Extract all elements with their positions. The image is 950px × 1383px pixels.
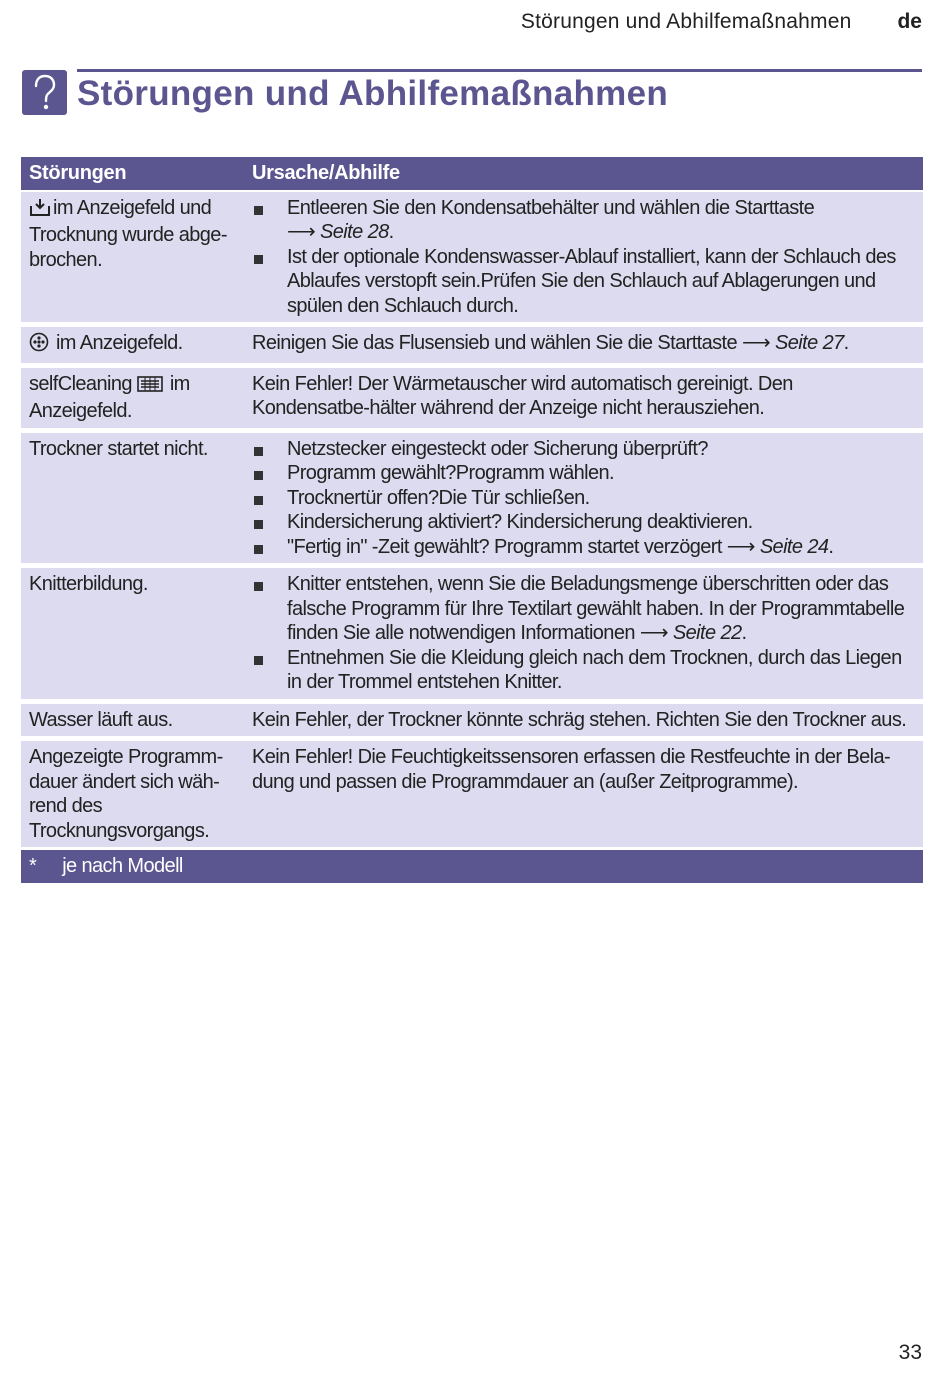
footnote-text: je nach Modell <box>62 855 183 877</box>
list-item: Entnehmen Sie die Kleidung gleich nach dem Trocknen, durch das Liegen in der Trommel entstehen Knitter. <box>252 646 915 695</box>
table-header-row <box>21 157 923 190</box>
remedy-cell: Kein Fehler! Die Feuchtigkeitssensoren erfassen die Restfeuchte in der Bela-dung und passen die Programmdauer an (außer Zeitprogramme). <box>252 746 891 793</box>
table-row <box>21 704 923 737</box>
list-item: Knitter entstehen, wenn Sie die Beladungsmenge überschritten oder das falsche Programm für Ihre Textilart gewählt haben. In der Programmtabelle finden Sie alle notwendigen Informationen ⟶ Seite 22. <box>252 572 915 646</box>
troubleshooting-table <box>21 157 923 883</box>
page-reference: Seite 28 <box>320 221 389 243</box>
list-item: Ist der optionale Kondenswasser-Ablauf installiert, kann der Schlauch des Ablaufes verstopft sein.Prüfen Sie den Schlauch auf Ablagerungen und spülen den Schlauch durch. <box>252 245 915 319</box>
column-header-remedy: Ursache/Abhilfe <box>252 162 400 184</box>
remedy-cell: Kein Fehler! Der Wärmetauscher wird automatisch gereinigt. Den Kondensatbe-hälter während der Anzeige nicht herausziehen. <box>252 372 793 419</box>
table-row <box>21 433 923 564</box>
page-reference: Seite 22 <box>672 622 742 644</box>
problem-cell: selfCleaning im Anzeigefeld. <box>29 372 190 422</box>
list-item: Entleeren Sie den Kondensatbehälter und wählen die Starttaste ⟶ Seite 28. <box>252 196 915 245</box>
question-mark-icon <box>22 70 67 115</box>
heat-exchanger-icon <box>137 375 163 400</box>
page-title: Störungen und Abhilfemaßnahmen <box>77 74 669 113</box>
running-header <box>0 8 922 36</box>
remedy-cell <box>244 568 923 699</box>
table-footnote-row <box>21 850 923 883</box>
remedy-cell: Reinigen Sie das Flusensieb und wählen Sie die Starttaste ⟶ Seite 27. <box>252 332 849 354</box>
footnote-marker: * <box>29 855 37 877</box>
running-title: Störungen und Abhilfemaßnahmen <box>520 10 852 33</box>
list-item: Trocknertür offen?Die Tür schließen. <box>252 486 915 511</box>
remedy-cell <box>244 192 923 323</box>
problem-cell: Angezeigte Programm-dauer ändert sich wäh-rend des Trocknungsvorgangs. <box>29 746 223 842</box>
column-header-problem: Störungen <box>29 162 127 184</box>
problem-cell: im Anzeigefeld. <box>21 327 244 363</box>
table-row <box>21 192 923 323</box>
list-item: "Fertig in" -Zeit gewählt? Programm startet verzögert ⟶ Seite 24. <box>252 535 915 560</box>
list-item: Programm gewählt?Programm wählen. <box>252 461 915 486</box>
problem-cell: Trockner startet nicht. <box>29 437 208 460</box>
problem-cell: Wasser läuft aus. <box>29 708 173 731</box>
table-row <box>21 368 923 428</box>
remedy-cell <box>244 433 923 564</box>
page-reference: Seite 27 <box>775 332 844 354</box>
condenser-container-icon <box>29 197 51 224</box>
page-reference: Seite 24 <box>759 535 829 558</box>
table-row <box>21 327 923 363</box>
list-item: Netzstecker eingesteckt oder Sicherung überprüft? <box>252 437 915 462</box>
title-rule <box>77 69 922 72</box>
language-code: de <box>897 10 922 33</box>
table-row <box>21 741 923 847</box>
lint-filter-icon <box>29 332 49 359</box>
remedy-cell: Kein Fehler, der Trockner könnte schräg stehen. Richten Sie den Trockner aus. <box>252 708 907 731</box>
page-number: 33 <box>898 1341 922 1364</box>
problem-cell: Knitterbildung. <box>29 573 148 595</box>
list-item: Kindersicherung aktiviert? Kindersicherung deaktivieren. <box>252 510 915 535</box>
problem-cell: im Anzeigefeld und Trocknung wurde abge-brochen. <box>29 196 227 271</box>
table-row <box>21 568 923 699</box>
